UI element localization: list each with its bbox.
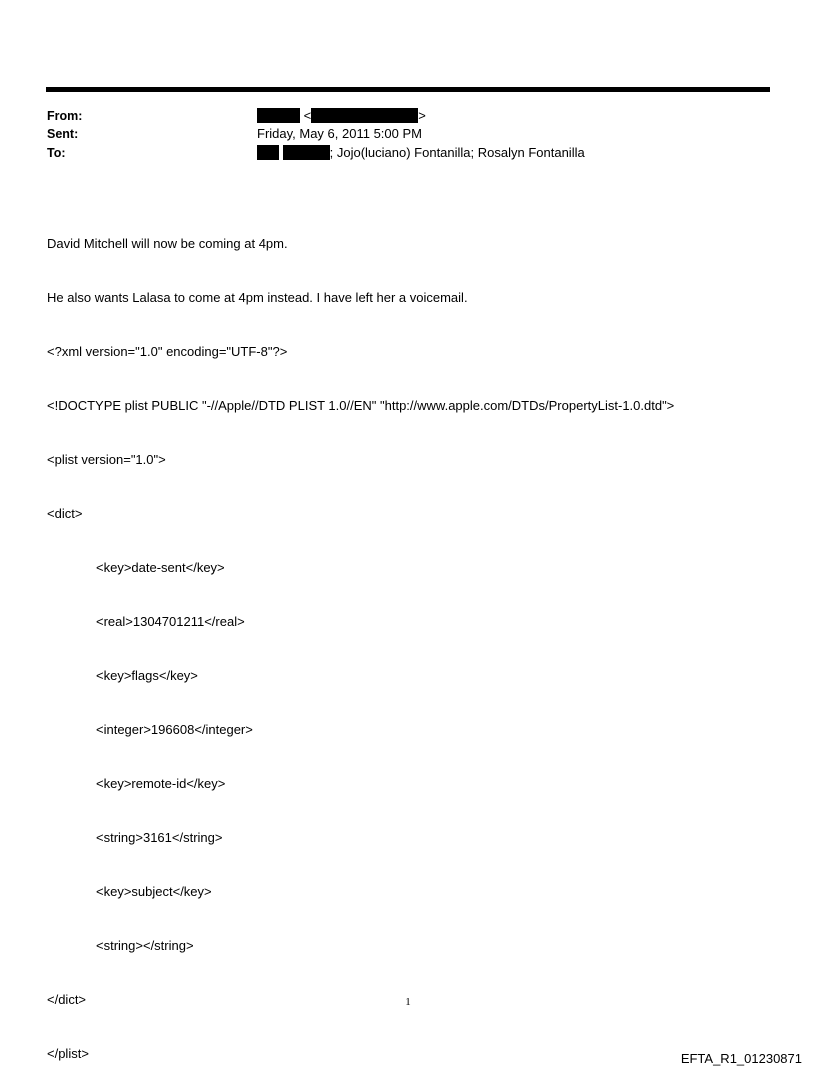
body-line: <?xml version="1.0" encoding="UTF-8"?> [47, 344, 288, 359]
body-line: He also wants Lalasa to come at 4pm instead. I have left her a voicemail. [47, 290, 468, 305]
dict-line: <key>date-sent</key> [96, 560, 225, 575]
body-line: <dict> [47, 506, 83, 521]
dict-line: <key>remote-id</key> [96, 776, 226, 791]
from-lt: < [303, 108, 312, 123]
page-number: 1 [405, 996, 411, 1008]
body-line: <plist version="1.0"> [47, 452, 166, 467]
dict-line: <string>3161</string> [96, 830, 223, 845]
redacted-recipient-2 [283, 145, 330, 160]
body-line: </plist> [47, 1046, 89, 1061]
dict-line: <string></string> [96, 938, 194, 953]
body-line: David Mitchell will now be coming at 4pm. [47, 236, 288, 251]
from-value [257, 108, 426, 123]
to-recipients: ; Jojo(luciano) Fontanilla; Rosalyn Fontanilla [329, 145, 585, 160]
redacted-recipient-1 [257, 145, 279, 160]
to-value [257, 145, 585, 160]
document-id: EFTA_R1_01230871 [680, 1051, 802, 1066]
redacted-sender-name [257, 108, 300, 123]
dict-line: <key>flags</key> [96, 668, 198, 683]
email-body [47, 199, 674, 1081]
header-rule [46, 87, 770, 92]
to-label: To: [47, 146, 66, 160]
from-gt: > [418, 108, 426, 123]
body-line: <!DOCTYPE plist PUBLIC "-//Apple//DTD PLIST 1.0//EN" "http://www.apple.com/DTDs/PropertyList-1.0.dtd"> [47, 398, 675, 413]
redacted-sender-email [311, 108, 418, 123]
body-line: </dict> [47, 992, 87, 1007]
dict-line: <integer>196608</integer> [96, 722, 253, 737]
dict-line: <key>subject</key> [96, 884, 212, 899]
sent-value: Friday, May 6, 2011 5:00 PM [257, 126, 422, 141]
dict-line: <real>1304701211</real> [96, 614, 245, 629]
from-label: From: [47, 109, 83, 123]
sent-label: Sent: [47, 127, 79, 141]
